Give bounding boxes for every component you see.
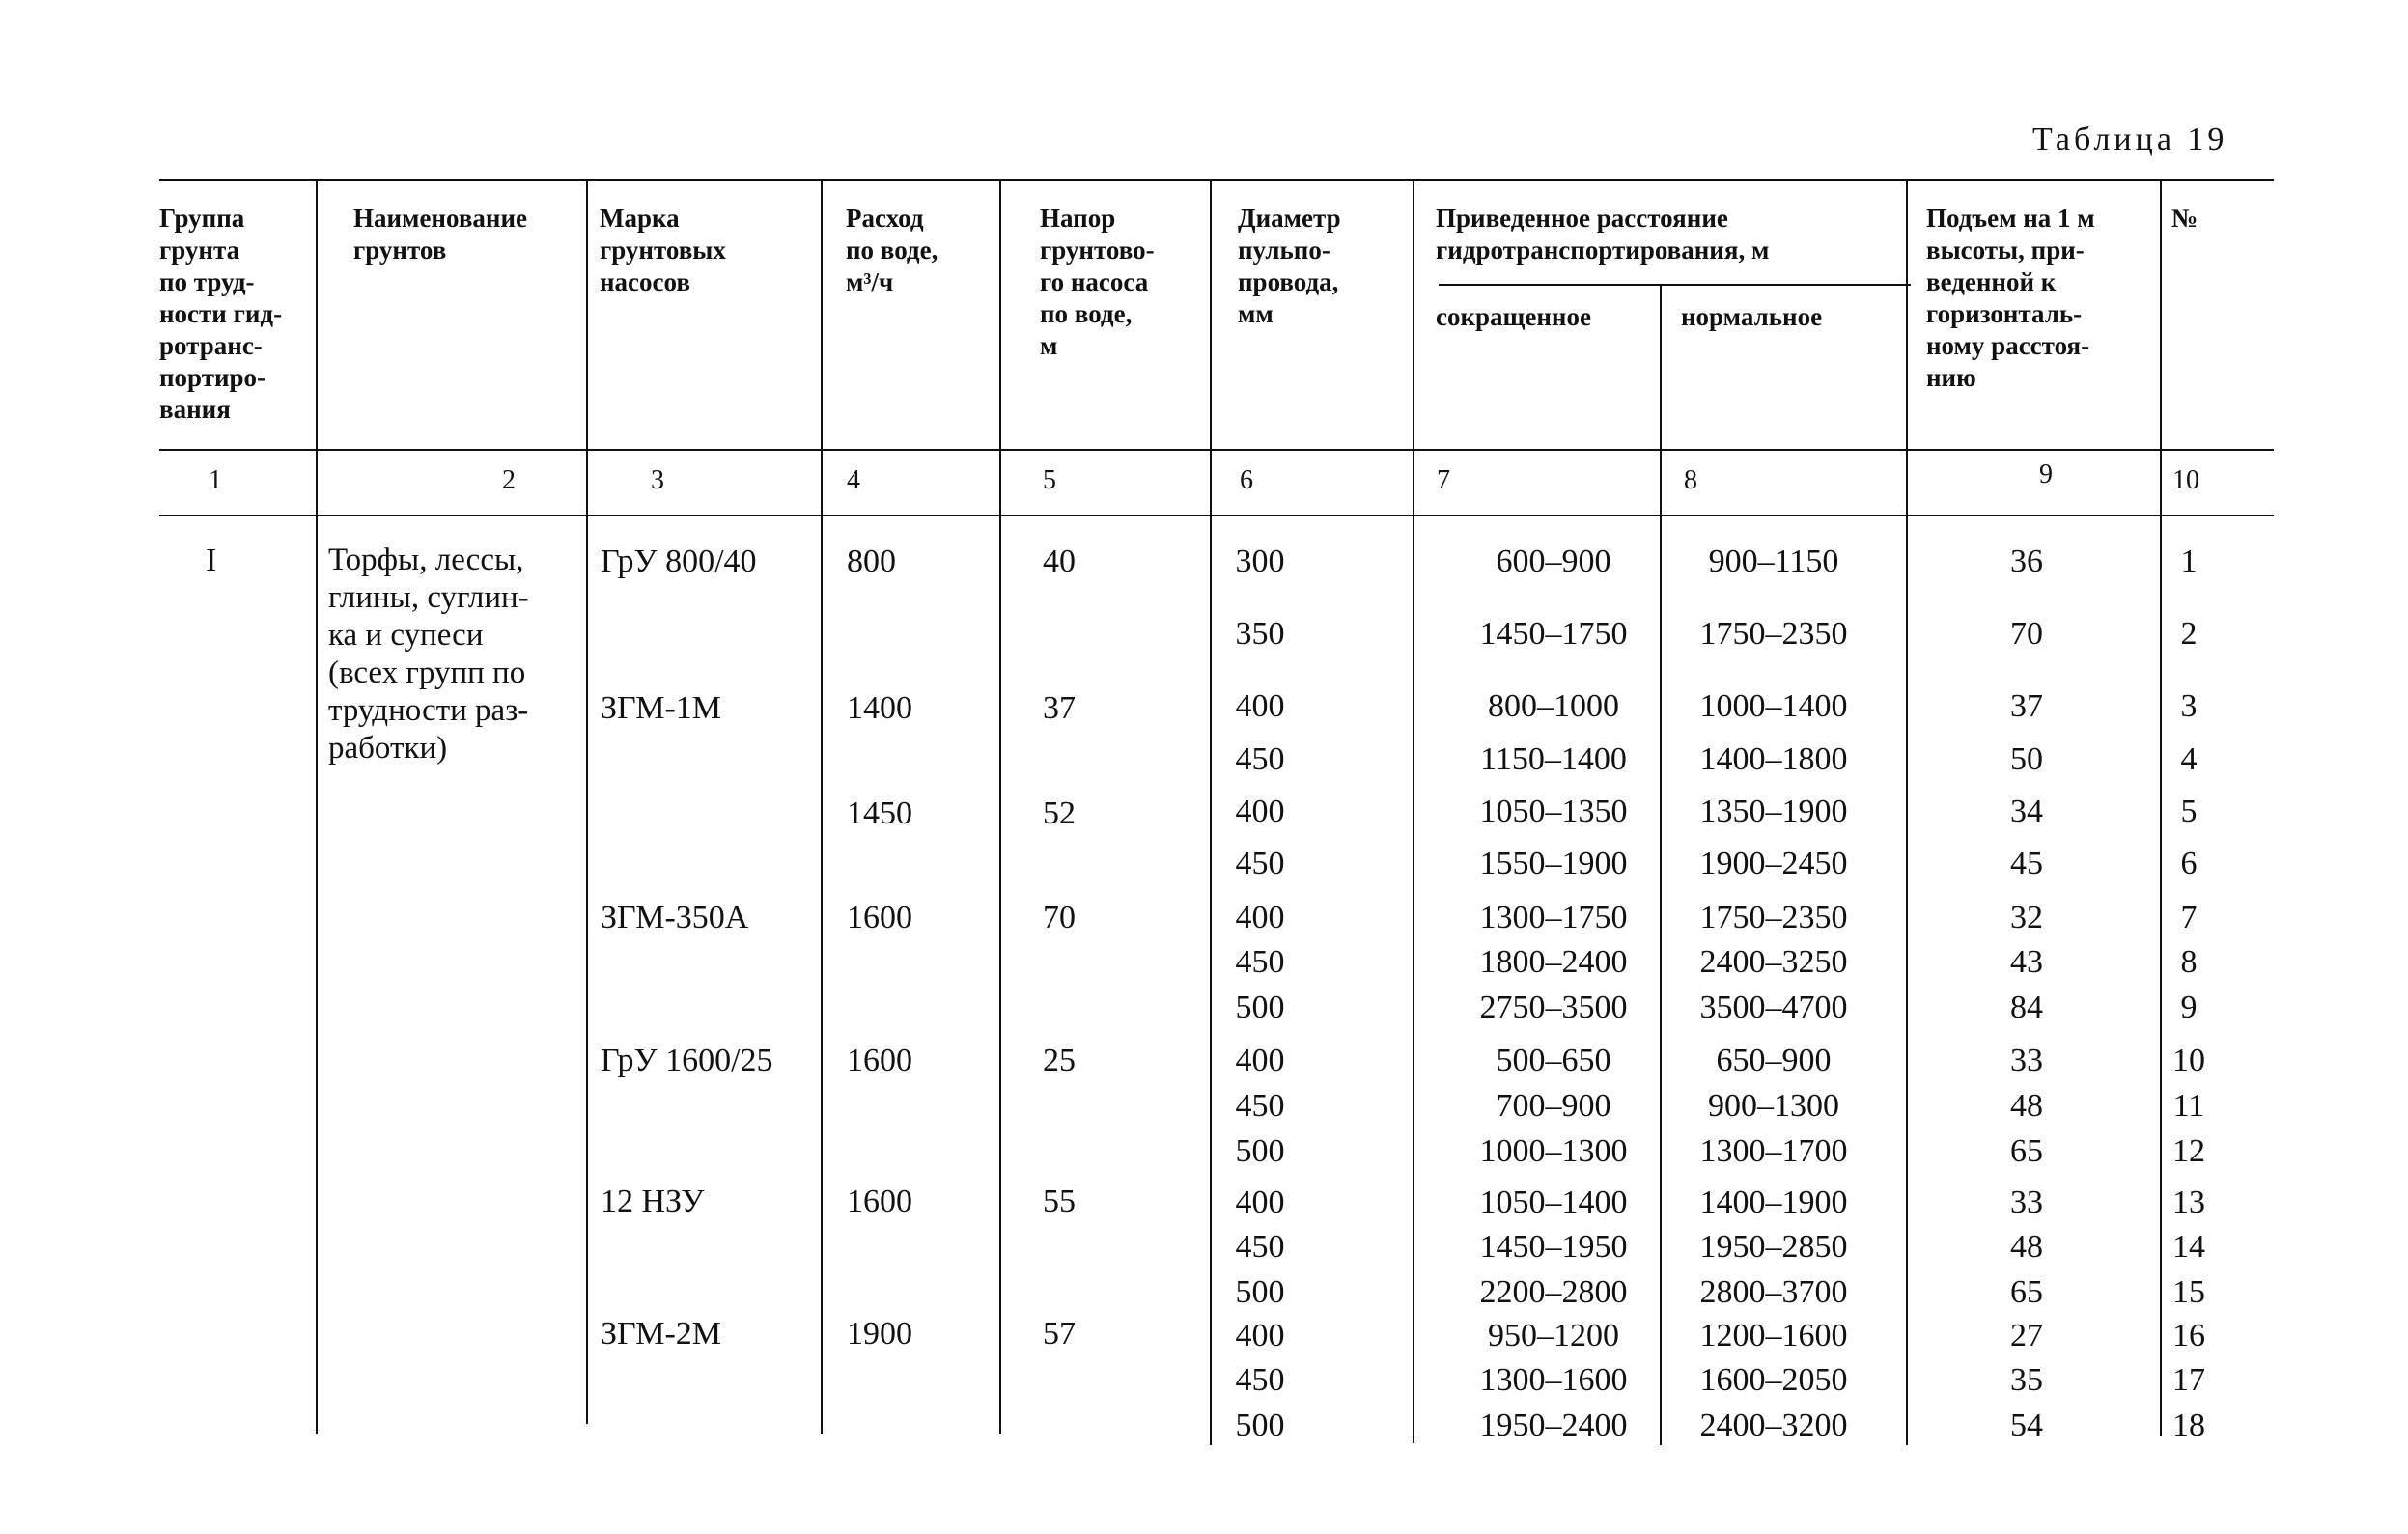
lift-value: 48: [2010, 1229, 2043, 1265]
row-number: 4: [2180, 741, 2198, 777]
distance-normal: 1000–1400: [1699, 688, 1848, 724]
distance-normal: 1350–1900: [1699, 794, 1848, 829]
lift-value: 27: [2010, 1318, 2043, 1353]
header-water-flow: Расход по воде, м³/ч: [846, 204, 938, 296]
column-numbers-rule: [159, 515, 2274, 516]
header-lift: Подъем на 1 м высоты, при- веденной к горизонталь- ному расстоя- нию: [1926, 204, 2095, 392]
column-number: 5: [1043, 465, 1056, 495]
water-flow: 1600: [847, 900, 912, 935]
column-divider: [999, 179, 1001, 1434]
column-number: 10: [2172, 465, 2199, 495]
water-flow: 1400: [847, 690, 912, 726]
column-number: 4: [847, 465, 860, 495]
distance-short: 1050–1350: [1479, 794, 1628, 829]
pump-head: 52: [1043, 795, 1076, 831]
row-number: 7: [2180, 900, 2198, 935]
distance-normal: 2400–3250: [1699, 944, 1848, 980]
lift-value: 65: [2010, 1274, 2043, 1310]
row-number: 3: [2180, 688, 2198, 724]
header-pump-head: Напор грунтово- го насоса по воде, м: [1040, 204, 1155, 360]
pipe-diameter: 400: [1235, 1185, 1285, 1220]
distance-short: 1950–2400: [1479, 1408, 1628, 1443]
lift-value: 32: [2010, 900, 2043, 935]
distance-short: 1800–2400: [1479, 944, 1628, 980]
pipe-diameter: 350: [1235, 616, 1285, 652]
distance-normal: 1300–1700: [1699, 1133, 1848, 1169]
lift-value: 70: [2010, 616, 2043, 652]
header-pump-brand: Марка грунтовых насосов: [600, 204, 726, 296]
distance-normal: 1900–2450: [1699, 846, 1848, 881]
row-number: 14: [2172, 1229, 2205, 1265]
table-top-rule: [159, 179, 2274, 181]
header-reduced-distance: Приведенное расстояние гидротранспортирования, м: [1436, 204, 1770, 265]
water-flow: 1600: [847, 1184, 912, 1219]
header-number: №: [2171, 204, 2198, 233]
column-number: 6: [1240, 465, 1253, 495]
distance-normal: 1200–1600: [1699, 1318, 1848, 1353]
pipe-diameter: 400: [1235, 794, 1285, 829]
row-number: 9: [2180, 990, 2198, 1025]
distance-short: 1300–1750: [1479, 900, 1628, 935]
pump-brand: ЗГМ-350А: [601, 900, 749, 935]
water-flow: 800: [847, 544, 896, 579]
header-distance-normal: нормальное: [1681, 302, 1823, 331]
header-pipe-diameter: Диаметр пульпо- провода, мм: [1238, 204, 1341, 328]
row-number: 16: [2172, 1318, 2205, 1353]
pump-head: 57: [1043, 1316, 1076, 1352]
distance-normal: 900–1300: [1708, 1088, 1839, 1124]
pipe-diameter: 450: [1235, 1229, 1285, 1265]
lift-value: 43: [2010, 944, 2043, 980]
distance-short: 1150–1400: [1480, 741, 1627, 777]
pump-head: 25: [1043, 1043, 1076, 1078]
row-number: 11: [2172, 1088, 2205, 1124]
distance-short: 1450–1950: [1479, 1229, 1628, 1265]
distance-short: 1000–1300: [1479, 1133, 1628, 1169]
row-number: 1: [2180, 544, 2198, 579]
row-number: 15: [2172, 1274, 2205, 1310]
header-distance-short: сокращенное: [1436, 302, 1591, 331]
row-number: 8: [2180, 944, 2198, 980]
lift-value: 36: [2010, 544, 2043, 579]
lift-value: 34: [2010, 794, 2043, 829]
pump-brand: 12 НЗУ: [601, 1184, 705, 1219]
row-number: 13: [2172, 1185, 2205, 1220]
pipe-diameter: 500: [1235, 1274, 1285, 1310]
distance-normal: 1750–2350: [1699, 900, 1848, 935]
column-number: 2: [502, 465, 516, 495]
lift-value: 84: [2010, 990, 2043, 1025]
lift-value: 33: [2010, 1043, 2043, 1078]
row-number: 18: [2172, 1408, 2205, 1443]
pipe-diameter: 450: [1235, 944, 1285, 980]
distance-normal: 1400–1900: [1699, 1185, 1848, 1220]
row-number: 17: [2172, 1362, 2205, 1398]
pump-head: 37: [1043, 690, 1076, 726]
lift-value: 45: [2010, 846, 2043, 881]
row-number: 5: [2180, 794, 2198, 829]
distance-short: 1300–1600: [1479, 1362, 1628, 1398]
column-divider: [821, 179, 823, 1434]
distance-normal: 2800–3700: [1699, 1274, 1848, 1310]
distance-short: 600–900: [1496, 544, 1611, 579]
column-divider: [316, 179, 318, 1434]
pump-brand: ГрУ 1600/25: [601, 1043, 773, 1078]
distance-short: 1450–1750: [1479, 616, 1628, 652]
lift-value: 33: [2010, 1185, 2043, 1220]
distance-short: 1050–1400: [1479, 1185, 1628, 1220]
distance-short: 500–650: [1496, 1043, 1611, 1078]
pipe-diameter: 300: [1235, 544, 1285, 579]
column-number: 7: [1437, 465, 1450, 495]
soil-group-value: I: [206, 543, 217, 578]
distance-normal: 900–1150: [1708, 544, 1839, 579]
distance-normal: 1600–2050: [1699, 1362, 1848, 1398]
lift-value: 50: [2010, 741, 2043, 777]
soil-name-value: Торфы, лессы, глины, суглин- ка и супеси (всех групп по трудности раз- работки): [328, 543, 529, 766]
pump-head: 70: [1043, 900, 1076, 935]
pipe-diameter: 400: [1235, 688, 1285, 724]
lift-value: 54: [2010, 1408, 2043, 1443]
distance-short: 1550–1900: [1479, 846, 1628, 881]
column-divider: [1413, 179, 1414, 1443]
distance-short: 2750–3500: [1479, 990, 1628, 1025]
column-number: 9: [2039, 460, 2053, 489]
column-divider: [1906, 179, 1908, 1445]
pipe-diameter: 450: [1235, 1362, 1285, 1398]
lift-value: 65: [2010, 1133, 2043, 1169]
water-flow: 1900: [847, 1316, 912, 1352]
distance-short: 800–1000: [1488, 688, 1619, 724]
water-flow: 1450: [847, 795, 912, 831]
pipe-diameter: 500: [1235, 1408, 1285, 1443]
distance-normal: 3500–4700: [1699, 990, 1848, 1025]
distance-normal: 650–900: [1716, 1043, 1832, 1078]
header-soil-name: Наименование грунтов: [353, 204, 527, 265]
distance-normal: 1950–2850: [1699, 1229, 1848, 1265]
distance-short: 700–900: [1496, 1088, 1611, 1124]
column-number: 8: [1684, 465, 1697, 495]
pipe-diameter: 450: [1235, 1088, 1285, 1124]
pump-brand: ЗГМ-2М: [601, 1316, 722, 1352]
pump-brand: ГрУ 800/40: [601, 544, 757, 579]
distance-normal: 1400–1800: [1699, 741, 1848, 777]
lift-value: 37: [2010, 688, 2043, 724]
lift-value: 48: [2010, 1088, 2043, 1124]
water-flow: 1600: [847, 1043, 912, 1078]
distance-normal: 2400–3200: [1699, 1408, 1848, 1443]
header-soil-group: Группа грунта по труд- ности гид- ротранс- портиро- вания: [159, 204, 283, 424]
subheader-rule: [1439, 284, 1911, 286]
column-number: 3: [651, 465, 664, 495]
column-divider: [586, 179, 588, 1424]
pipe-diameter: 450: [1235, 846, 1285, 881]
pipe-diameter: 400: [1235, 1318, 1285, 1353]
row-number: 6: [2180, 846, 2198, 881]
pipe-diameter: 400: [1235, 900, 1285, 935]
pump-head: 55: [1043, 1184, 1076, 1219]
distance-short: 2200–2800: [1479, 1274, 1628, 1310]
pump-head: 40: [1043, 544, 1076, 579]
pump-brand: ЗГМ-1М: [601, 690, 722, 726]
pipe-diameter: 450: [1235, 741, 1285, 777]
pipe-diameter: 400: [1235, 1043, 1285, 1078]
header-bottom-rule: [159, 449, 2274, 451]
column-number: 1: [209, 465, 222, 495]
lift-value: 35: [2010, 1362, 2043, 1398]
pipe-diameter: 500: [1235, 1133, 1285, 1169]
row-number: 12: [2172, 1133, 2205, 1169]
pipe-diameter: 500: [1235, 990, 1285, 1025]
row-number: 2: [2180, 616, 2198, 652]
row-number: 10: [2172, 1043, 2205, 1078]
distance-short: 950–1200: [1488, 1318, 1619, 1353]
table-title: Таблица 19: [2032, 122, 2228, 157]
distance-normal: 1750–2350: [1699, 616, 1848, 652]
